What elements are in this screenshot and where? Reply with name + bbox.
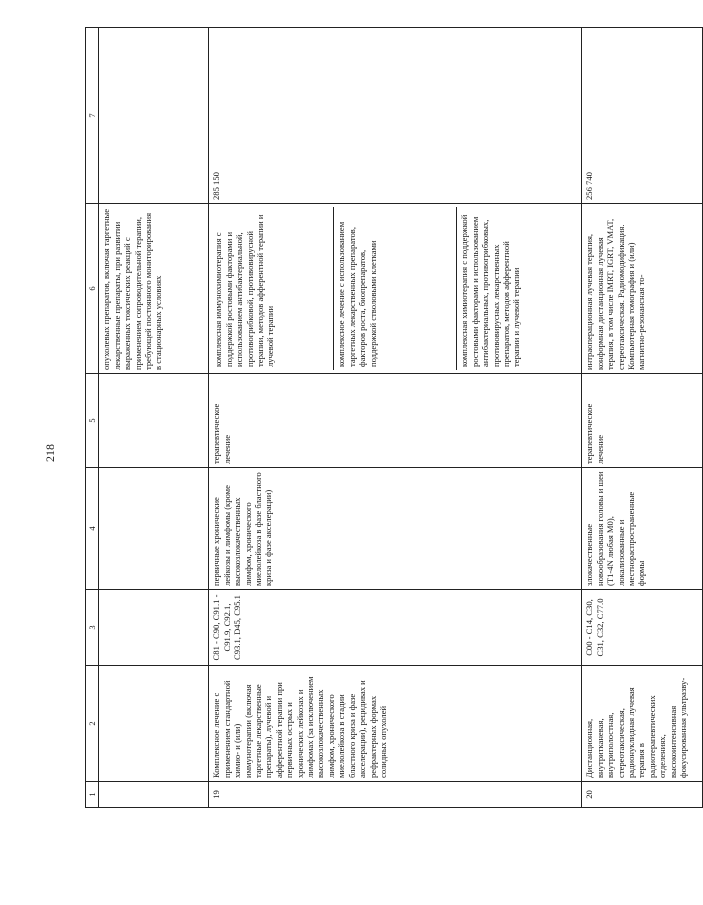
cont-cell-3: [99, 590, 209, 666]
row-number: 20: [582, 782, 703, 808]
table-row: [209, 28, 582, 808]
page-number: 218: [43, 444, 57, 462]
continuation-row: [99, 28, 209, 808]
cont-cell-7: [99, 28, 209, 204]
cost-value: 285 150: [209, 28, 582, 204]
cont-cell-2: [99, 666, 209, 782]
icd-codes: C81 - C90, C91.1 - C91.9, C92.1, C93.1, D45, C95.1: [209, 590, 582, 666]
row-number: 19: [209, 782, 582, 808]
header-col-1: 1: [86, 782, 99, 808]
header-row: [86, 28, 99, 808]
cont-method-text: опухолевых препаратов, включая таргетные лекарственные препараты, при развитии выраженных токсических реакций с применением сопроводительной терапии, требующей постоянного мониторирования в стационарных условиях: [99, 204, 209, 374]
cont-cell-1: [99, 782, 209, 808]
care-type-name: Дистанционная, внутритканевая, внутриполостная, стереотаксическая, радионуклидная лучевая терапия в радиотерапевтических отделениях, высокоинтенсивная фокусированная ультразву-: [582, 666, 703, 782]
header-col-6: 6: [86, 204, 99, 374]
vmp-table: [85, 27, 703, 808]
table-row: [582, 28, 703, 808]
patient-model: злокачественные новообразования головы и шеи (T1-4N любая M0), локализованные и местнораспространенные формы: [582, 468, 703, 590]
care-type-name: Комплексное лечение с применением стандартной химио- и (или) иммунотерапии (включая таргетные лекарственные препараты), лучевой и афферентной терапии при первичных острых и хронических лейкозах и лимфомах (за исключением высокозлокачественных лимфом, хронического миелолейкоза в стадии бластного криза и фазе акселерации), рецидивах и рефрактерных формах солидных опухолей: [209, 666, 582, 782]
cost-value: 256 740: [582, 28, 703, 204]
header-col-7: 7: [86, 28, 99, 204]
header-col-2: 2: [86, 666, 99, 782]
method-item: комплексное лечение с использованием таргетных лекарственных препаратов, факторов роста, биопрепаратов, поддержкой стволовыми клетками: [334, 207, 457, 370]
method-item: комплексная химиотерапия с поддержкой ростовыми факторами и использованием антибактериальных, противогрибковых, противовирусных лекарственных препаратов, методов афферентной терапии и лучевой терапии: [457, 207, 580, 370]
header-col-4: 4: [86, 468, 99, 590]
treatment-methods: [209, 204, 582, 374]
header-col-3: 3: [86, 590, 99, 666]
method-item: комплексная иммунохимиотерапия с поддержкой ростовыми факторами и использованием антибактериальной, противогрибковой, противовирусной терапии, методов афферентной терапии и лучевой терапии: [213, 214, 276, 367]
header-col-5: 5: [86, 374, 99, 468]
treatment-type: терапевтическое лечение: [582, 374, 703, 468]
icd-codes: C00 - C14, C30, C31, C32, C77.0: [582, 590, 703, 666]
cont-cell-5: [99, 374, 209, 468]
method-item: интраоперационная лучевая терапия, конформная дистанционная лучевая терапия, в том числе IMRT, IGRT, VMAT, стереотаксическая. Радиомодификация. Компьютерная томография и (или) магнитно-резонансная то-: [582, 204, 703, 374]
cont-cell-4: [99, 468, 209, 590]
treatment-type: терапевтическое лечение: [209, 374, 582, 468]
patient-model: первичные хронические лейкозы и лимфомы (кроме высокозлокачественных лимфом, хронического миелолейкоза в фазе бластного криза и фазе акселерации): [209, 468, 582, 590]
